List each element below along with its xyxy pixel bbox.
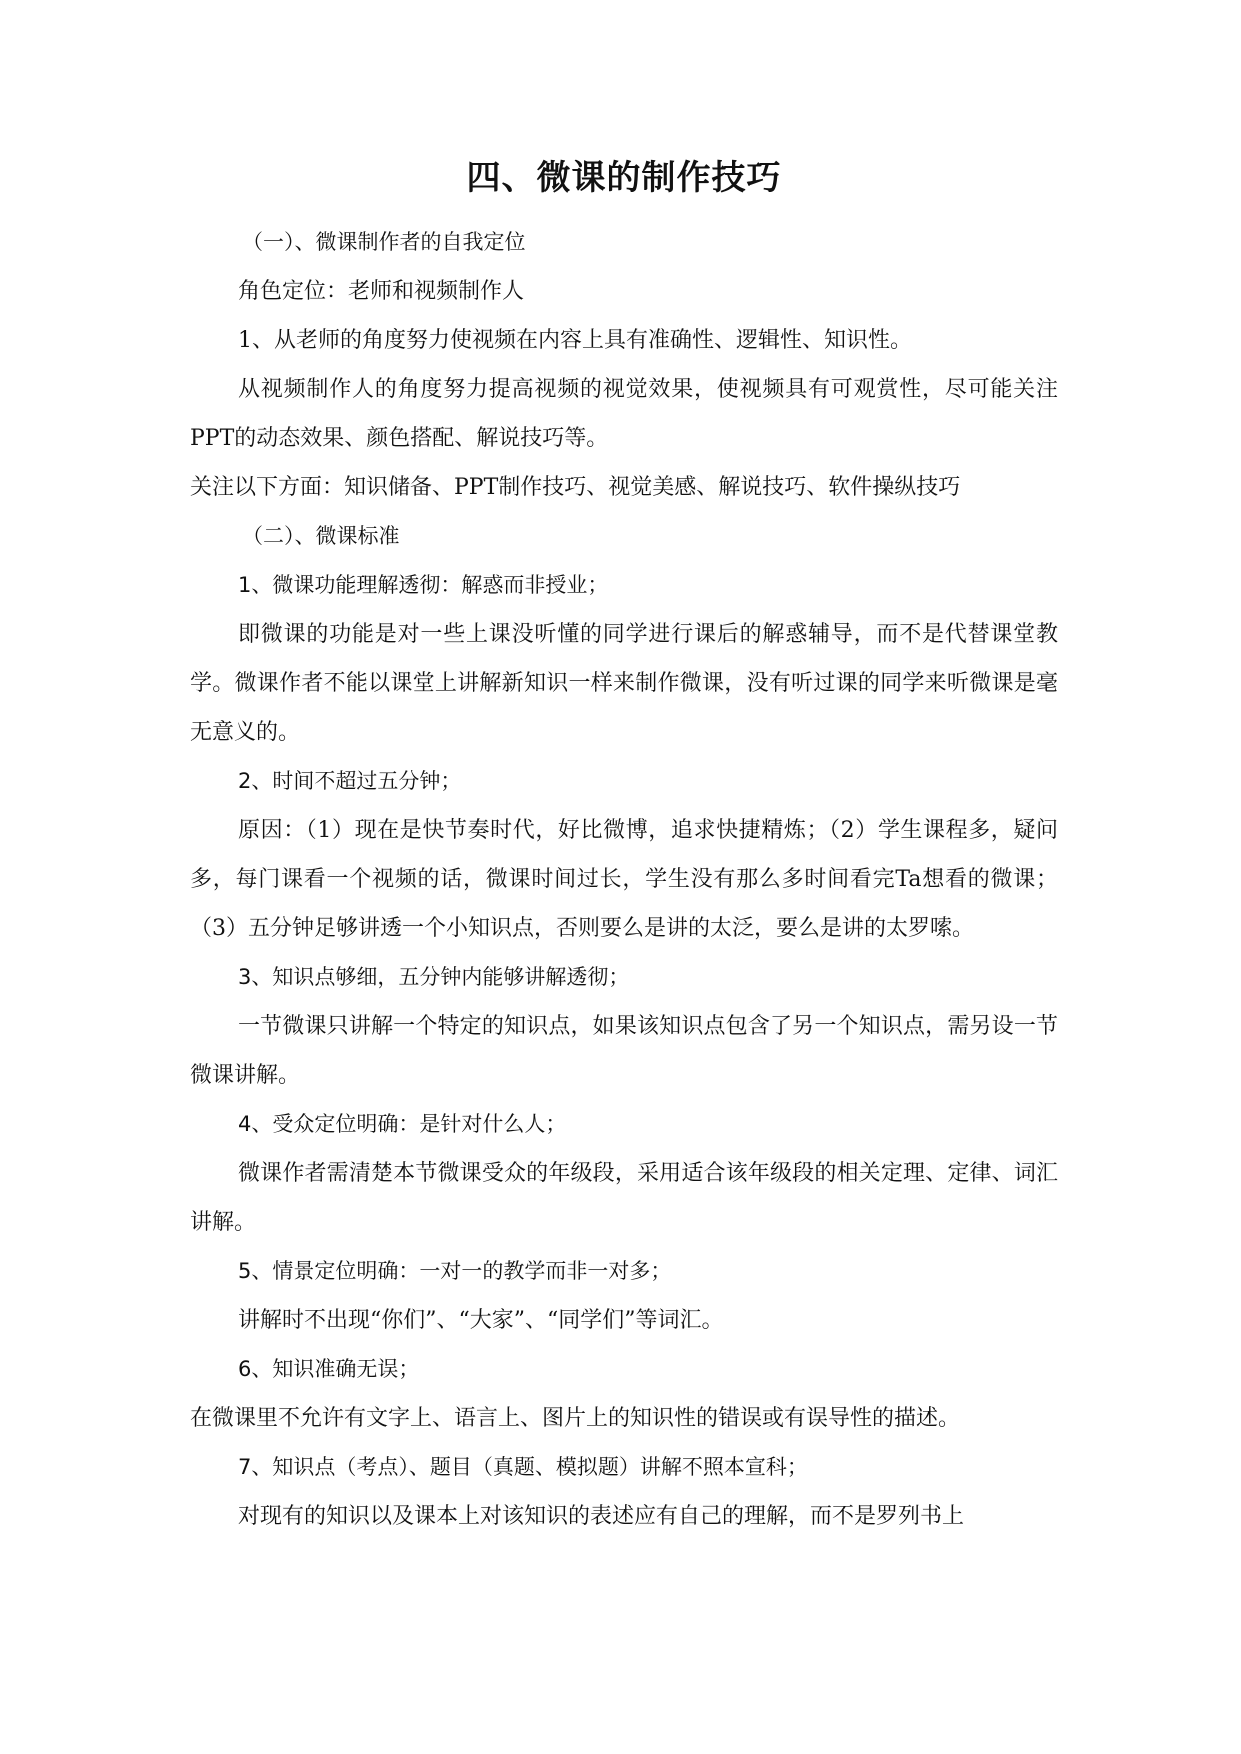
standard-heading-2: 2、时间不超过五分钟； xyxy=(238,769,462,793)
paragraph: 在微课里不允许有文字上、语言上、图片上的知识性的错误或有误导性的描述。 xyxy=(190,1406,961,1431)
paragraph: 角色定位：老师和视频制作人 xyxy=(238,279,525,304)
document-body xyxy=(190,150,1058,1541)
paragraph: 1、从老师的角度努力使视频在内容上具有准确性、逻辑性、知识性。 xyxy=(238,328,912,353)
paragraph: 微课作者需清楚本节微课受众的年级段，采用适合该年级段的相关定理、定律、词汇讲解。 xyxy=(190,1161,1058,1235)
paragraph: 关注以下方面：知识储备、PPT制作技巧、视觉美感、解说技巧、软件操纵技巧 xyxy=(190,475,961,500)
paragraph: 从视频制作人的角度努力提高视频的视觉效果，使视频具有可观赏性，尽可能关注PPT的动态效果、颜色搭配、解说技巧等。 xyxy=(190,377,1058,451)
paragraph: 对现有的知识以及课本上对该知识的表述应有自己的理解，而不是罗列书上 xyxy=(238,1504,965,1529)
page-title: 四、微课的制作技巧 xyxy=(466,159,782,197)
paragraph: 一节微课只讲解一个特定的知识点，如果该知识点包含了另一个知识点，需另设一节微课讲解。 xyxy=(190,1014,1058,1088)
paragraph: 讲解时不出现“你们”、“大家”、“同学们”等词汇。 xyxy=(238,1308,724,1333)
standard-heading-6: 6、知识准确无误； xyxy=(238,1357,420,1381)
section-heading-2: （二）、微课标准 xyxy=(242,524,400,548)
paragraph: 即微课的功能是对一些上课没听懂的同学进行课后的解惑辅导，而不是代替课堂教学。微课作者不能以课堂上讲解新知识一样来制作微课，没有听过课的同学来听微课是毫无意义的。 xyxy=(190,622,1058,745)
standard-heading-3: 3、知识点够细，五分钟内能够讲解透彻； xyxy=(238,965,630,989)
standard-heading-1: 1、微课功能理解透彻：解惑而非授业； xyxy=(238,573,609,597)
section-heading-1: （一）、微课制作者的自我定位 xyxy=(242,230,526,254)
paragraph: 原因：（1）现在是快节奏时代，好比微博，追求快捷精炼；（2）学生课程多，疑问多，每门课看一个视频的话，微课时间过长，学生没有那么多时间看完Ta想看的微课；（3）五分钟足够讲透一个小知识点，否则要么是讲的太泛，要么是讲的太罗嗦。 xyxy=(190,818,1058,941)
standard-heading-7: 7、知识点（考点）、题目（真题、模拟题）讲解不照本宣科； xyxy=(238,1455,808,1479)
standard-heading-5: 5、情景定位明确：一对一的教学而非一对多； xyxy=(238,1259,672,1283)
standard-heading-4: 4、受众定位明确：是针对什么人； xyxy=(238,1112,567,1136)
